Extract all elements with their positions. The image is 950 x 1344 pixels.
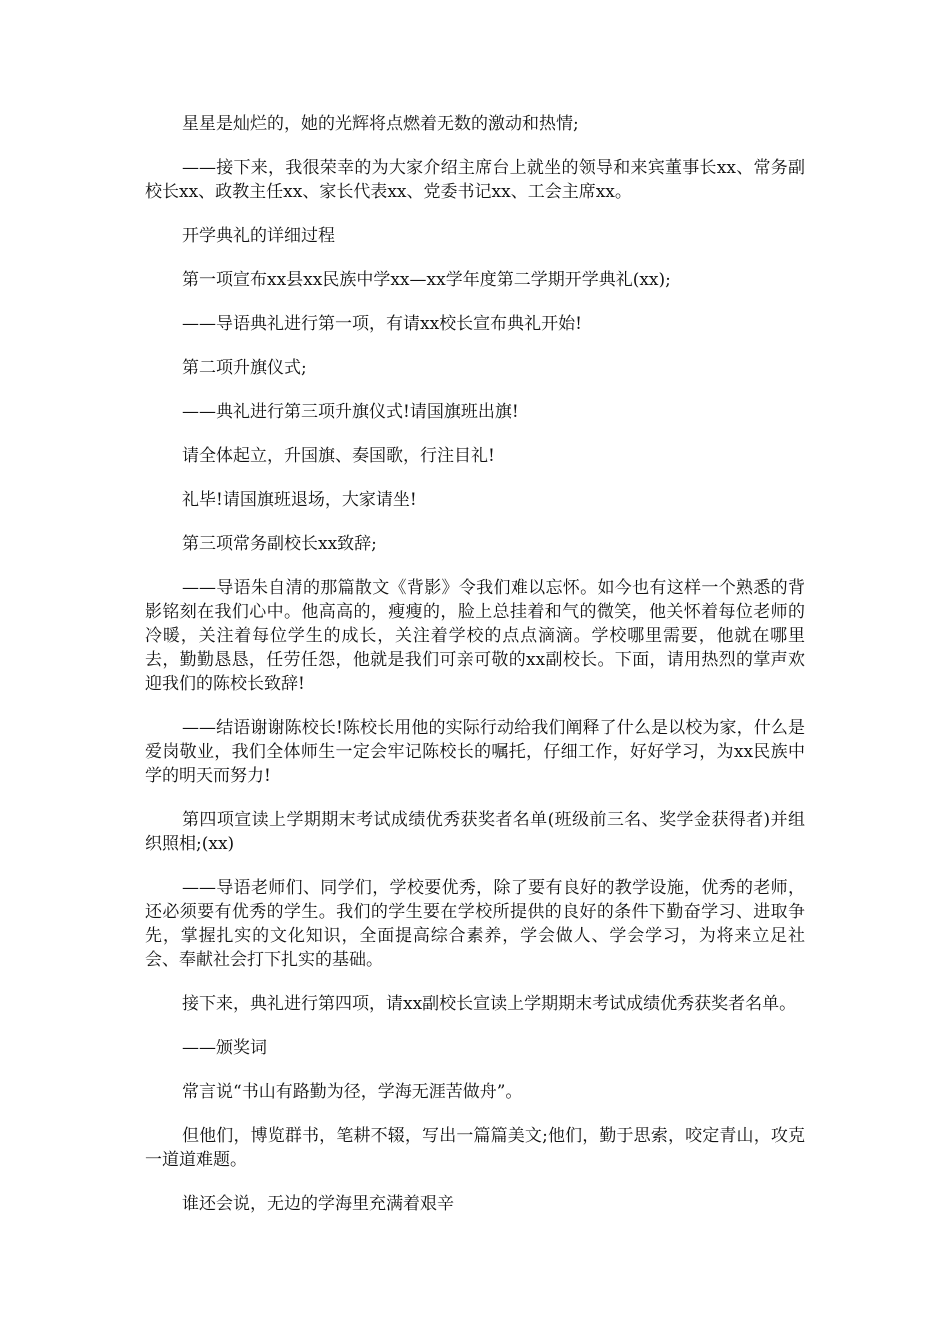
paragraph: ——接下来，我很荣幸的为大家介绍主席台上就坐的领导和来宾董事长xx、常务副校长xx、政教主任xx、家长代表xx、党委书记xx、工会主席xx。 [145,158,805,202]
paragraph: 第四项宣读上学期期末考试成绩优秀获奖者名单(班级前三名、奖学金获得者)并组织照相;(xx) [145,810,805,854]
paragraph: 但他们，博览群书，笔耕不辍，写出一篇篇美文;他们，勤于思索，咬定青山，攻克一道道难题。 [145,1126,805,1170]
paragraph: 常言说“书山有路勤为径，学海无涯苦做舟”。 [182,1082,523,1102]
paragraph: 请全体起立，升国旗、奏国歌，行注目礼! [182,446,495,466]
paragraph: 接下来，典礼进行第四项，请xx副校长宣读上学期期末考试成绩优秀获奖者名单。 [182,994,797,1014]
paragraph: 星星是灿烂的，她的光辉将点燃着无数的激动和热情; [182,114,579,134]
paragraph: ——典礼进行第三项升旗仪式!请国旗班出旗! [182,402,519,422]
paragraph: ——导语典礼进行第一项，有请xx校长宣布典礼开始! [182,314,583,334]
paragraph: ——导语老师们、同学们，学校要优秀，除了要有良好的教学设施，优秀的老师，还必须要有优秀的学生。我们的学生要在学校所提供的良好的条件下勤奋学习、进取争先，掌握扎实的文化知识，全面提高综合素养，学会做人、学会学习，为将来立足社会、奉献社会打下扎实的基础。 [145,878,805,970]
section-heading: 开学典礼的详细过程 [182,226,335,246]
paragraph: 礼毕!请国旗班退场，大家请坐! [182,490,417,510]
paragraph: 第一项宣布xx县xx民族中学xx—xx学年度第二学期开学典礼(xx); [182,270,671,290]
paragraph: 第二项升旗仪式; [182,358,307,378]
document-page [145,112,805,1236]
paragraph: 谁还会说，无边的学海里充满着艰辛 [182,1194,454,1214]
paragraph: ——颁奖词 [182,1038,267,1058]
paragraph: ——导语朱自清的那篇散文《背影》令我们难以忘怀。如今也有这样一个熟悉的背影铭刻在我们心中。他高高的，瘦瘦的，脸上总挂着和气的微笑，他关怀着每位老师的冷暖，关注着每位学生的成长，关注着学校的点点滴滴。学校哪里需要，他就在哪里去，勤勤恳恳，任劳任怨，他就是我们可亲可敬的xx副校长。下面，请用热烈的掌声欢迎我们的陈校长致辞! [145,578,805,694]
paragraph: ——结语谢谢陈校长!陈校长用他的实际行动给我们阐释了什么是以校为家，什么是爱岗敬业，我们全体师生一定会牢记陈校长的嘱托，仔细工作，好好学习，为xx民族中学的明天而努力! [145,718,805,786]
paragraph: 第三项常务副校长xx致辞; [182,534,377,554]
